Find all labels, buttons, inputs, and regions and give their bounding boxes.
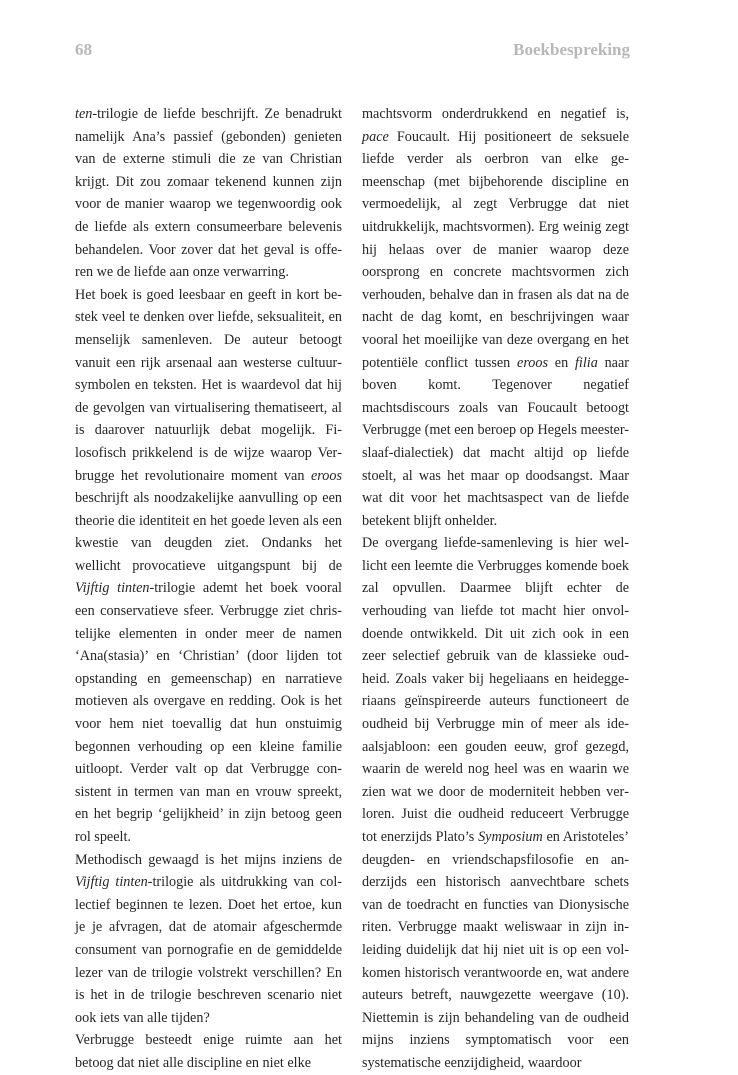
paragraph-text: Foucault. Hij positioneert de seksuele liefde verder als oerbron van elke gemeenschap (met bijbehorende discipline en vermoedelijk, al zegt Verbrugge dat niet uitdrukkelijk, machtsvormen). Erg weinig zegt hij helaas over de manier waarop deze oorsprong en concrete machtsvormen zich verhouden, behalve dan in frasen als dat na de nacht de dag komt, en beschrijvingen waar vooral het moeilijke van deze overgang en het potentiële conflict tussen [362,128,629,371]
paragraph-text: -trilogie als uitdrukking van collectief beginnen te lezen. Doet het ertoe, kun je je afvragen, dat de atomair afgeschermde consument van pornografie en de gemiddelde lezer van de trilogie volstrekt verschillen? En is het in de trilogie beschreven scenario niet ook iets van alle tijden? [75,874,342,1026]
paragraph [75,849,342,1030]
paragraph-text: machtsvorm onderdrukkend en negatief is, [362,106,629,122]
italic-text: pace [362,128,389,145]
italic-text: Vijftig tinten [75,874,148,891]
paragraph-text: Methodisch gewaagd is het mijns inziens de [75,851,342,868]
page-number: 68 [75,40,92,59]
paragraph [75,284,342,849]
paragraph-text: beschrijft als noodzakelijke aanvulling op een theorie die identiteit en het goede leven als een kwestie van deugden ziet. Ondanks het wellicht provocatieve uitgangspunt bij de [75,490,342,574]
italic-text: Symposium [478,829,543,845]
paragraph-text: De overgang liefde-samenleving is hier wellicht een leemte die Verbrugges komende boek zal opvullen. Daarmee blijft echter de verhouding van liefde tot macht hier onvoldoende ontwikkeld. Dit uit zich ook in een zeer selectief gebruik van de klassieke oudheid. Zoals vaker bij hegeliaans en heideggeriaans geïnspireerde auteurs functioneert de oudheid bij Verbrugge min of meer als ideaalsjabloon: een gouden eeuw, grof gezegd, waarin de wereld nog heel was en waarin we zien wat we door de moderniteit hebben verloren. Juist die oudheid reduceert Verbrugge tot enerzijds Plato’s [362,535,629,845]
paragraph-text: Het boek is goed leesbaar en geeft in kort bestek veel te denken over liefde, seksualiteit, en menselijk samenleven. De auteur betoogt vanuit een rijk arsenaal aan westerse cultuursymbolen en teksten. Het is waardevol dat hij de gevolgen van virtualisering thematiseert, al is daarover natuurlijk debat mogelijk. Filosofisch prikkelend is de wijze waarop Verbrugge het revolutionaire moment van [75,286,342,484]
italic-text: eroos [310,467,342,484]
paragraph-text: -trilogie de liefde beschrijft. Ze benadrukt namelijk Ana’s passief (gebonden) genieten van de externe stimuli die ze van Christian krijgt. Dit zou zomaar tekenend kunnen zijn voor de manier waarop we tegenwoordig ook de liefde als extern consumeerbare belevenis behandelen. Voor zover dat het geval is offeren we de liefde aan onze verwarring. [75,106,342,281]
paragraph-text: naar boven komt. Tegenover negatief machtsdiscours zoals van Foucault betoogt Verbrugge (met een beroep op Hegels meester-slaaf-dialectiek) dat macht altijd op liefde stoelt, al was het maar op doodsangst. Maar wat dit voor het machtsaspect van de liefde betekent blijft onhelder. [362,354,629,529]
paragraph [75,103,342,284]
paragraph-text: en Aristoteles’ deugden- en vriendschapsfilosofie en anderzijds een historisch aanvechtbare schets van de toedracht en functies van Dionysische riten. Verbrugge maakt weliswaar in zijn inleiding duidelijk dat hij niet uit is op een volkomen historisch verantwoorde en, wat andere auteurs betreft, nauwgezette weergave (10). Niettemin is zijn behandeling van de oudheid mijns inziens symptomatisch voor een systematische eenzijdigheid, waardoor [362,829,629,1071]
running-head: Boekbespreking [513,40,630,59]
italic-text: filia [574,354,598,371]
italic-text: Vijftig tinten [75,580,150,597]
paragraph [362,532,629,1074]
italic-text: ten [75,106,93,122]
italic-text: eroos [517,354,549,371]
paragraph-text: -trilogie ademt het boek vooral een conservatieve sfeer. Verbrugge ziet christelijke elementen in onder meer de namen ‘Ana(stasia)’ en ‘Christian’ (door lijden tot opstanding en gemeenschap) en narratieve motieven als overgave en redding. Ook is het voor hem niet toevallig dat hun onstuimig begonnen verhouding op een kleine familie uitloopt. Verder valt op dat Verbrugge consistent in termen van man en vrouw spreekt, en het begrip ‘gelijkheid’ in zijn betoog geen rol speelt. [75,580,342,845]
paragraph-text: Verbrugge besteedt enige ruimte aan het betoog dat niet alle discipline en niet elke [75,1032,342,1071]
paragraph [362,103,629,532]
left-column [75,103,342,1075]
paragraph-text: en [548,354,575,371]
right-column [362,103,629,1075]
